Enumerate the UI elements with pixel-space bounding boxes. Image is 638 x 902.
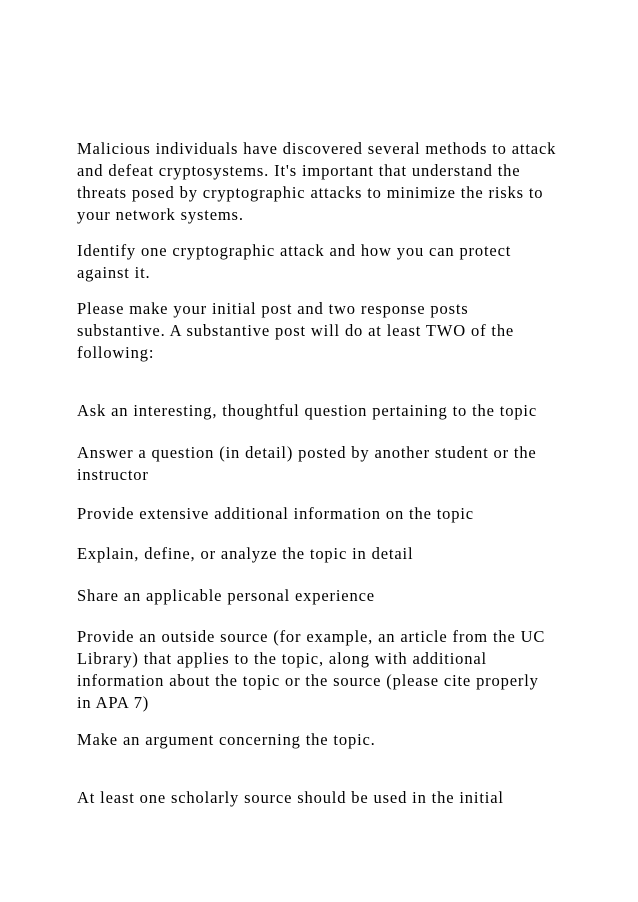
option-outside-source: information about the topic or the source (please cite properly — [77, 671, 539, 690]
option-answer-question: Answer a question (in detail) posted by another student or the — [77, 443, 537, 462]
intro-line: threats posed by cryptographic attacks to minimize the risks to — [77, 183, 544, 202]
option-explain-topic: Explain, define, or analyze the topic in detail — [77, 544, 414, 563]
option-personal-experience: Share an applicable personal experience — [77, 586, 375, 605]
intro-line: and defeat cryptosystems. It's important that understand the — [77, 161, 521, 180]
closing-line: At least one scholarly source should be used in the initial — [77, 788, 504, 807]
task-line: Identify one cryptographic attack and how you can protect — [77, 241, 512, 260]
option-make-argument: Make an argument concerning the topic. — [77, 730, 376, 749]
option-answer-question: instructor — [77, 465, 149, 484]
requirements-line: substantive. A substantive post will do at least TWO of the — [77, 321, 515, 340]
task-line: against it. — [77, 263, 151, 282]
option-ask-question: Ask an interesting, thoughtful question pertaining to the topic — [77, 401, 538, 420]
option-provide-information: Provide extensive additional information on the topic — [77, 504, 474, 523]
intro-line: Malicious individuals have discovered several methods to attack — [77, 139, 557, 158]
intro-line: your network systems. — [77, 205, 244, 224]
option-outside-source: Provide an outside source (for example, an article from the UC — [77, 627, 546, 646]
requirements-line: Please make your initial post and two response posts — [77, 299, 469, 318]
option-outside-source: in APA 7) — [77, 693, 150, 712]
requirements-line: following: — [77, 343, 155, 362]
option-outside-source: Library) that applies to the topic, along with additional — [77, 649, 487, 668]
